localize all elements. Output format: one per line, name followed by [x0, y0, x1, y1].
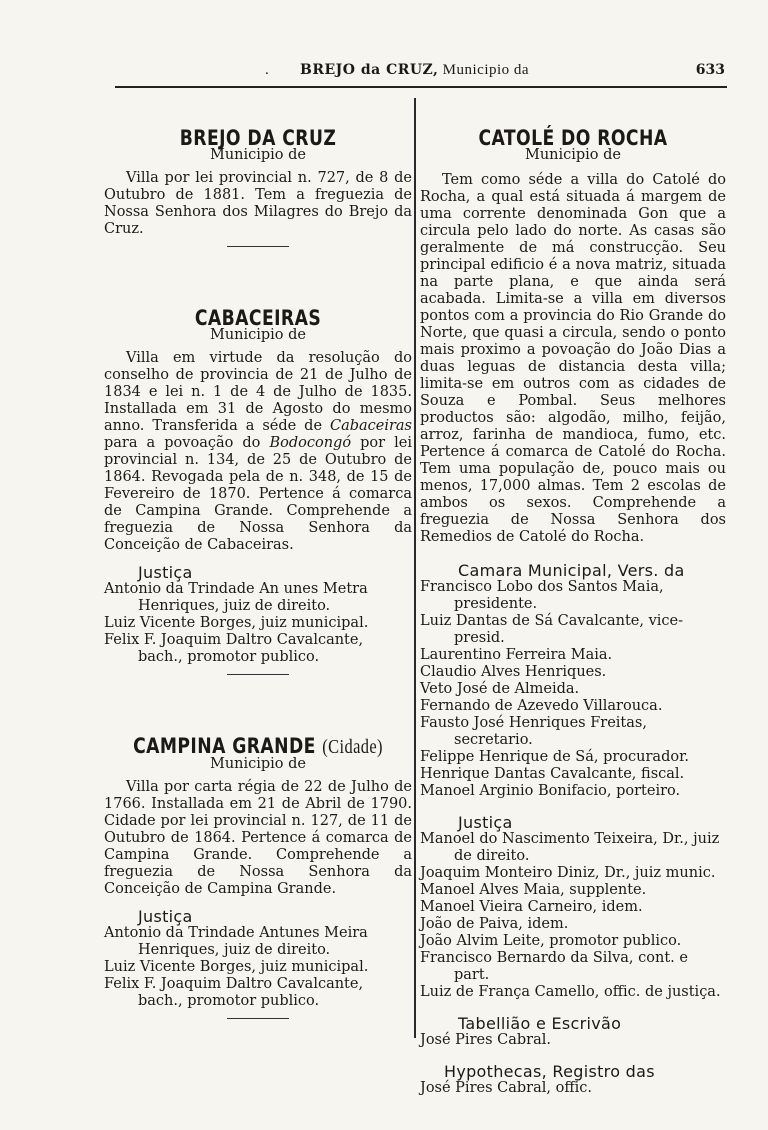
running-title-bold: BREJO da CRUZ,: [300, 62, 439, 78]
justice-entry: Antonio da Trindade An unes Metra Henriques, juiz de direito.: [104, 581, 368, 614]
section-title: BREJO DA CRUZ: [179, 126, 337, 150]
justice-entry: Joaquim Monteiro Diniz, Dr., juiz munic.: [420, 865, 716, 881]
justice-entry: Felix F. Joaquim Daltro Cavalcante, bach., promotor publico.: [104, 976, 364, 1009]
column-divider: [414, 98, 416, 1038]
camara-member: Felippe Henrique de Sá, procurador.: [420, 749, 690, 765]
justice-entry: Antonio da Trindade Antunes Meira Henriques, juiz de direito.: [104, 925, 368, 958]
camara-member: Veto José de Almeida.: [420, 681, 580, 697]
section-rule: [227, 1018, 289, 1019]
section-text: [104, 350, 412, 554]
page-number: 633: [695, 62, 725, 78]
section-title-main: CAMPINA GRANDE: [133, 734, 316, 758]
section-title: [132, 734, 385, 758]
running-header: [115, 62, 725, 84]
camara-member: Claudio Alves Henriques.: [420, 664, 607, 680]
justice-heading: Justiça: [138, 907, 193, 926]
section-brejo-da-cruz: [104, 126, 412, 247]
hypothecas-entry: José Pires Cabral, offic.: [420, 1080, 592, 1096]
section-text: Tem como séde a villa do Catolé do Rocha, a qual está situada á margem de uma corrente denominada Gon que a circula pelo lado do norte. As casas são geralmente de má construcção. Seu principal edificio é a nova matriz, situada na parte plana, e que ainda será acabada. Limita-se a villa em diversos pontos com a provincia do Rio Grande do Norte, que quasi a circula, sendo o ponto mais proximo a povoação do João Dias a duas leguas de distancia desta villa; limita-se em outros com as cidades de Souza e Pombal. Seus melhores productos são: algodão, milho, feijão, arroz, farinha de mandioca, fumo, etc. Pertence á comarca de Catolé do Rocha. Tem uma população de, pouco mais ou menos, 17,000 almas. Tem 2 escolas de ambos os sexos. Comprehende a freguezia de Nossa Senhora dos Remedios de Catolé do Rocha.: [420, 172, 726, 545]
justice-entry: Luiz Vicente Borges, juiz municipal.: [104, 615, 369, 631]
text-part: Villa em virtude da resolução do conselho de provincia de 21 de Julho de 1834 e lei n. 1 de 4 de Julho de 1835. Installada em 31 de Agosto do mesmo anno. Transferida a séde de: [104, 350, 412, 434]
justice-entry: Francisco Bernardo da Silva, cont. e part.: [420, 950, 688, 983]
section-rule: [227, 674, 289, 675]
camara-member: Luiz Dantas de Sá Cavalcante, vice-presid.: [420, 613, 684, 646]
justice-heading: Justiça: [138, 563, 193, 582]
hypothecas-heading: Hypothecas, Registro das: [444, 1062, 655, 1081]
justice-entry: João de Paiva, idem.: [420, 916, 569, 932]
justice-heading: Justiça: [458, 813, 513, 832]
section-title-suffix: (Cidade): [322, 736, 383, 758]
section-text: Villa por carta régia de 22 de Julho de 1766. Installada em 21 de Abril de 1790. Cidade por lei provincial n. 127, de 11 de Outubro de 1864. Pertence á comarca de Campina Grande. Comprehende a freguezia de Nossa Senhora da Conceição de Campina Grande.: [104, 779, 412, 897]
camara-heading: Camara Municipal, Vers. da: [458, 561, 685, 580]
justice-entry: João Alvim Leite, promotor publico.: [420, 933, 682, 949]
camara-member: Fausto José Henriques Freitas, secretario.: [420, 715, 647, 748]
camara-member: Manoel Arginio Bonifacio, porteiro.: [420, 783, 681, 799]
justice-entry: Luiz de França Camello, offic. de justiça.: [420, 984, 721, 1000]
justice-entry: Manoel Vieira Carneiro, idem.: [420, 899, 643, 915]
running-title-rest: Municipio da: [442, 62, 530, 78]
section-rule: [227, 246, 289, 247]
camara-member: Fernando de Azevedo Villarouca.: [420, 698, 663, 714]
text-italic: Bodocongó: [269, 435, 352, 451]
section-subtitle: Municipio de: [524, 147, 622, 163]
section-subtitle: Municipio de: [209, 147, 307, 163]
section-title: CATOLÉ DO ROCHA: [478, 126, 668, 150]
justice-entry: Felix F. Joaquim Daltro Cavalcante, bach., promotor publico.: [104, 632, 364, 665]
justice-entry: Manoel Alves Maia, supplente.: [420, 882, 647, 898]
section-text: Villa por lei provincial n. 727, de 8 de Outubro de 1881. Tem a freguezia de Nossa Senhora dos Milagres do Brejo da Cruz.: [104, 170, 412, 237]
camara-member: Laurentino Ferreira Maia.: [420, 647, 613, 663]
section-subtitle: Municipio de: [209, 756, 307, 772]
tabelliao-heading: Tabellião e Escrivão: [458, 1014, 622, 1033]
section-title: CABACEIRAS: [194, 306, 322, 330]
section-catole-do-rocha: [420, 126, 726, 1097]
text-italic: Cabaceiras: [329, 418, 412, 434]
justice-entry: Luiz Vicente Borges, juiz municipal.: [104, 959, 369, 975]
tabelliao-entry: José Pires Cabral.: [420, 1032, 551, 1048]
section-subtitle: Municipio de: [209, 327, 307, 343]
camara-member: Francisco Lobo dos Santos Maia, presidente.: [420, 579, 664, 612]
text-part: para a povoação do: [104, 435, 270, 451]
section-campina-grande: [104, 734, 412, 1019]
header-rule: [115, 86, 727, 88]
section-cabaceiras: [104, 306, 412, 675]
text-part: por lei provincial n. 134, de 25 de Outubro de 1864. Revogada pela de n. 348, de 15 de Fevereiro de 1870. Pertence á comarca de Campina Grande. Comprehende a freguezia de Nossa Senhora da Conceição de Cabaceiras.: [104, 435, 412, 553]
header-dot: .: [265, 62, 269, 78]
justice-entry: Manoel do Nascimento Teixeira, Dr., juiz de direito.: [420, 831, 720, 864]
camara-member: Henrique Dantas Cavalcante, fiscal.: [420, 766, 685, 782]
running-title: [300, 62, 529, 79]
